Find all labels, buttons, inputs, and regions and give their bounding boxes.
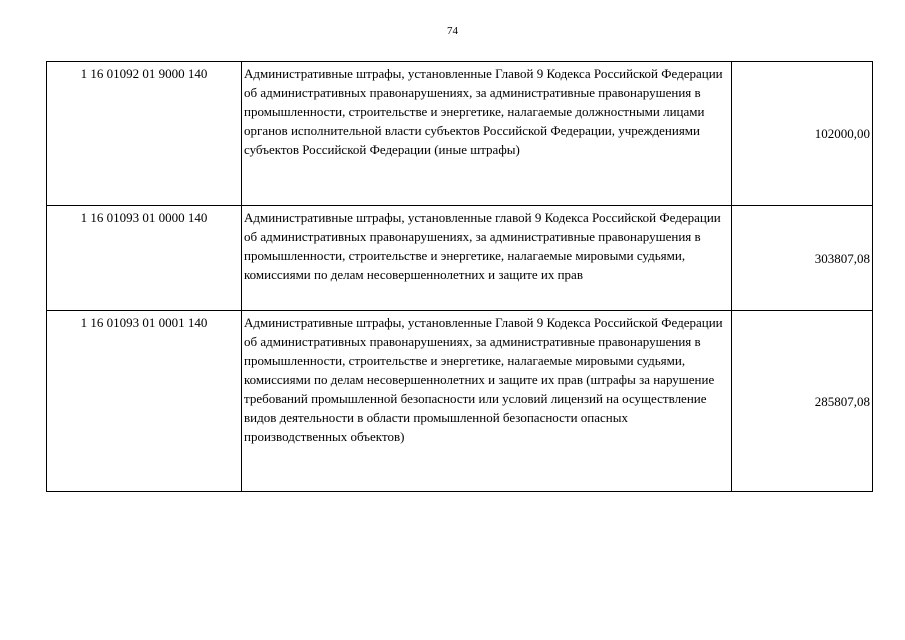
revenue-name-cell: Административные штрафы, установленные Главой 9 Кодекса Российской Федерации об административных правонарушениях, за административные правонарушения в промышленности, строительстве и энергетике, налагаемые мировыми судьями, комиссиями по делам несовершеннолетних и защите их прав (штрафы за нарушение требований промышленной безопасности или условий лицензий на осуществление видов деятельности в области промышленной безопасности опасных производственных объектов) [242,311,732,492]
table-row [47,206,873,311]
revenue-name-cell: Административные штрафы, установленные главой 9 Кодекса Российской Федерации об административных правонарушениях, за административные правонарушения в промышленности, строительстве и энергетике, налагаемые мировыми судьями, комиссиями по делам несовершеннолетних и защите их прав [242,206,732,311]
amount-cell: 285807,08 [732,311,873,492]
revenue-name-cell: Административные штрафы, установленные Главой 9 Кодекса Российской Федерации об административных правонарушениях, за административные правонарушения в промышленности, строительстве и энергетике, налагаемые должностными лицами органов исполнительной власти субъектов Российской Федерации, учреждениями субъектов Российской Федерации (иные штрафы) [242,62,732,206]
table-row [47,311,873,492]
budget-revenue-table [46,61,873,492]
budget-code-cell: 1 16 01093 01 0000 140 [47,206,242,311]
budget-code-cell: 1 16 01092 01 9000 140 [47,62,242,206]
amount-cell: 102000,00 [732,62,873,206]
budget-code-cell: 1 16 01093 01 0001 140 [47,311,242,492]
page-number: 74 [447,25,458,37]
table-row [47,62,873,206]
amount-cell: 303807,08 [732,206,873,311]
